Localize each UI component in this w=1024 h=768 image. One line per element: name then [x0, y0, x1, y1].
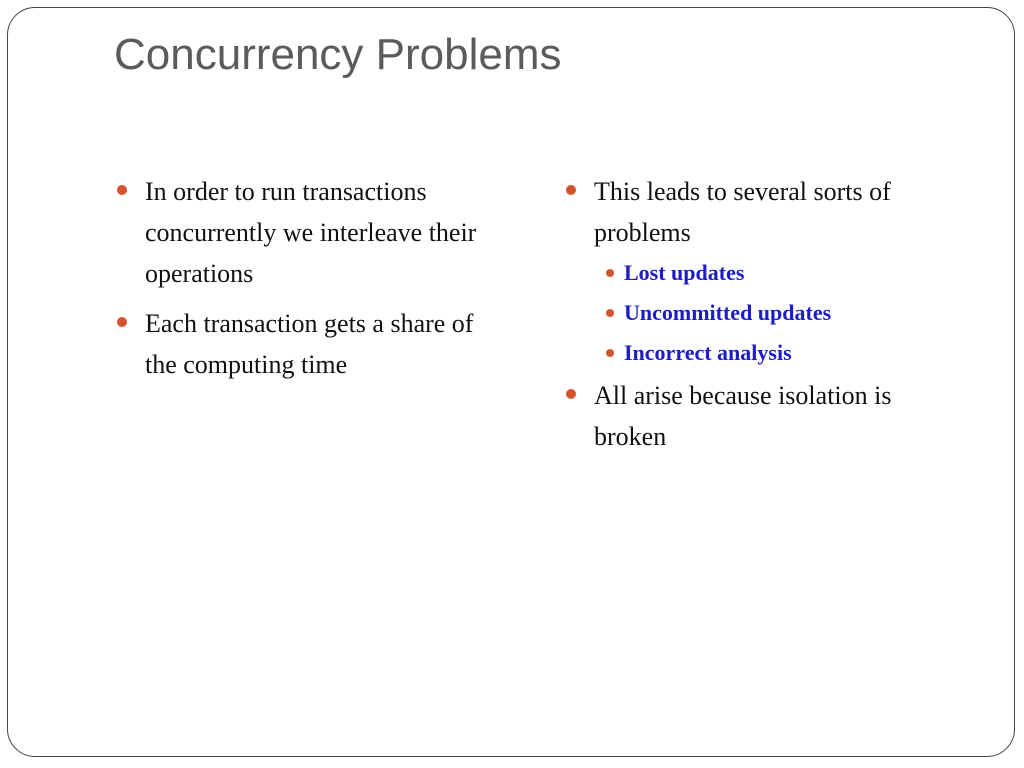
- sub-bullet-text: Incorrect analysis: [624, 340, 792, 365]
- bullet-dot-icon: [117, 317, 127, 327]
- right-column: [564, 171, 964, 466]
- bullet-item: [115, 171, 510, 294]
- left-column: [115, 171, 510, 394]
- sub-bullet-dot-icon: [606, 349, 614, 357]
- bullet-item: [564, 375, 964, 457]
- sub-bullet-item: [594, 253, 964, 293]
- bullet-dot-icon: [566, 389, 576, 399]
- bullet-dot-icon: [566, 185, 576, 195]
- sub-bullet-dot-icon: [606, 309, 614, 317]
- sub-bullet-text: Lost updates: [624, 260, 745, 285]
- bullet-dot-icon: [117, 185, 127, 195]
- sub-bullet-item: [594, 293, 964, 333]
- bullet-item: [115, 303, 510, 385]
- bullet-text: All arise because isolation is broken: [594, 381, 892, 451]
- slide-title: Concurrency Problems: [114, 30, 562, 79]
- left-bullet-list: [115, 171, 510, 385]
- right-bullet-list: [564, 171, 964, 457]
- sub-bullet-dot-icon: [606, 269, 614, 277]
- sub-bullet-item: [594, 333, 964, 373]
- slide: [7, 7, 1015, 757]
- bullet-text: Each transaction gets a share of the computing time: [145, 309, 474, 379]
- bullet-text: This leads to several sorts of problems: [594, 177, 891, 247]
- bullet-item: [564, 171, 964, 373]
- sub-bullet-text: Uncommitted updates: [624, 300, 832, 325]
- bullet-text: In order to run transactions concurrently we interleave their operations: [145, 177, 477, 288]
- sub-bullet-list: [594, 253, 964, 373]
